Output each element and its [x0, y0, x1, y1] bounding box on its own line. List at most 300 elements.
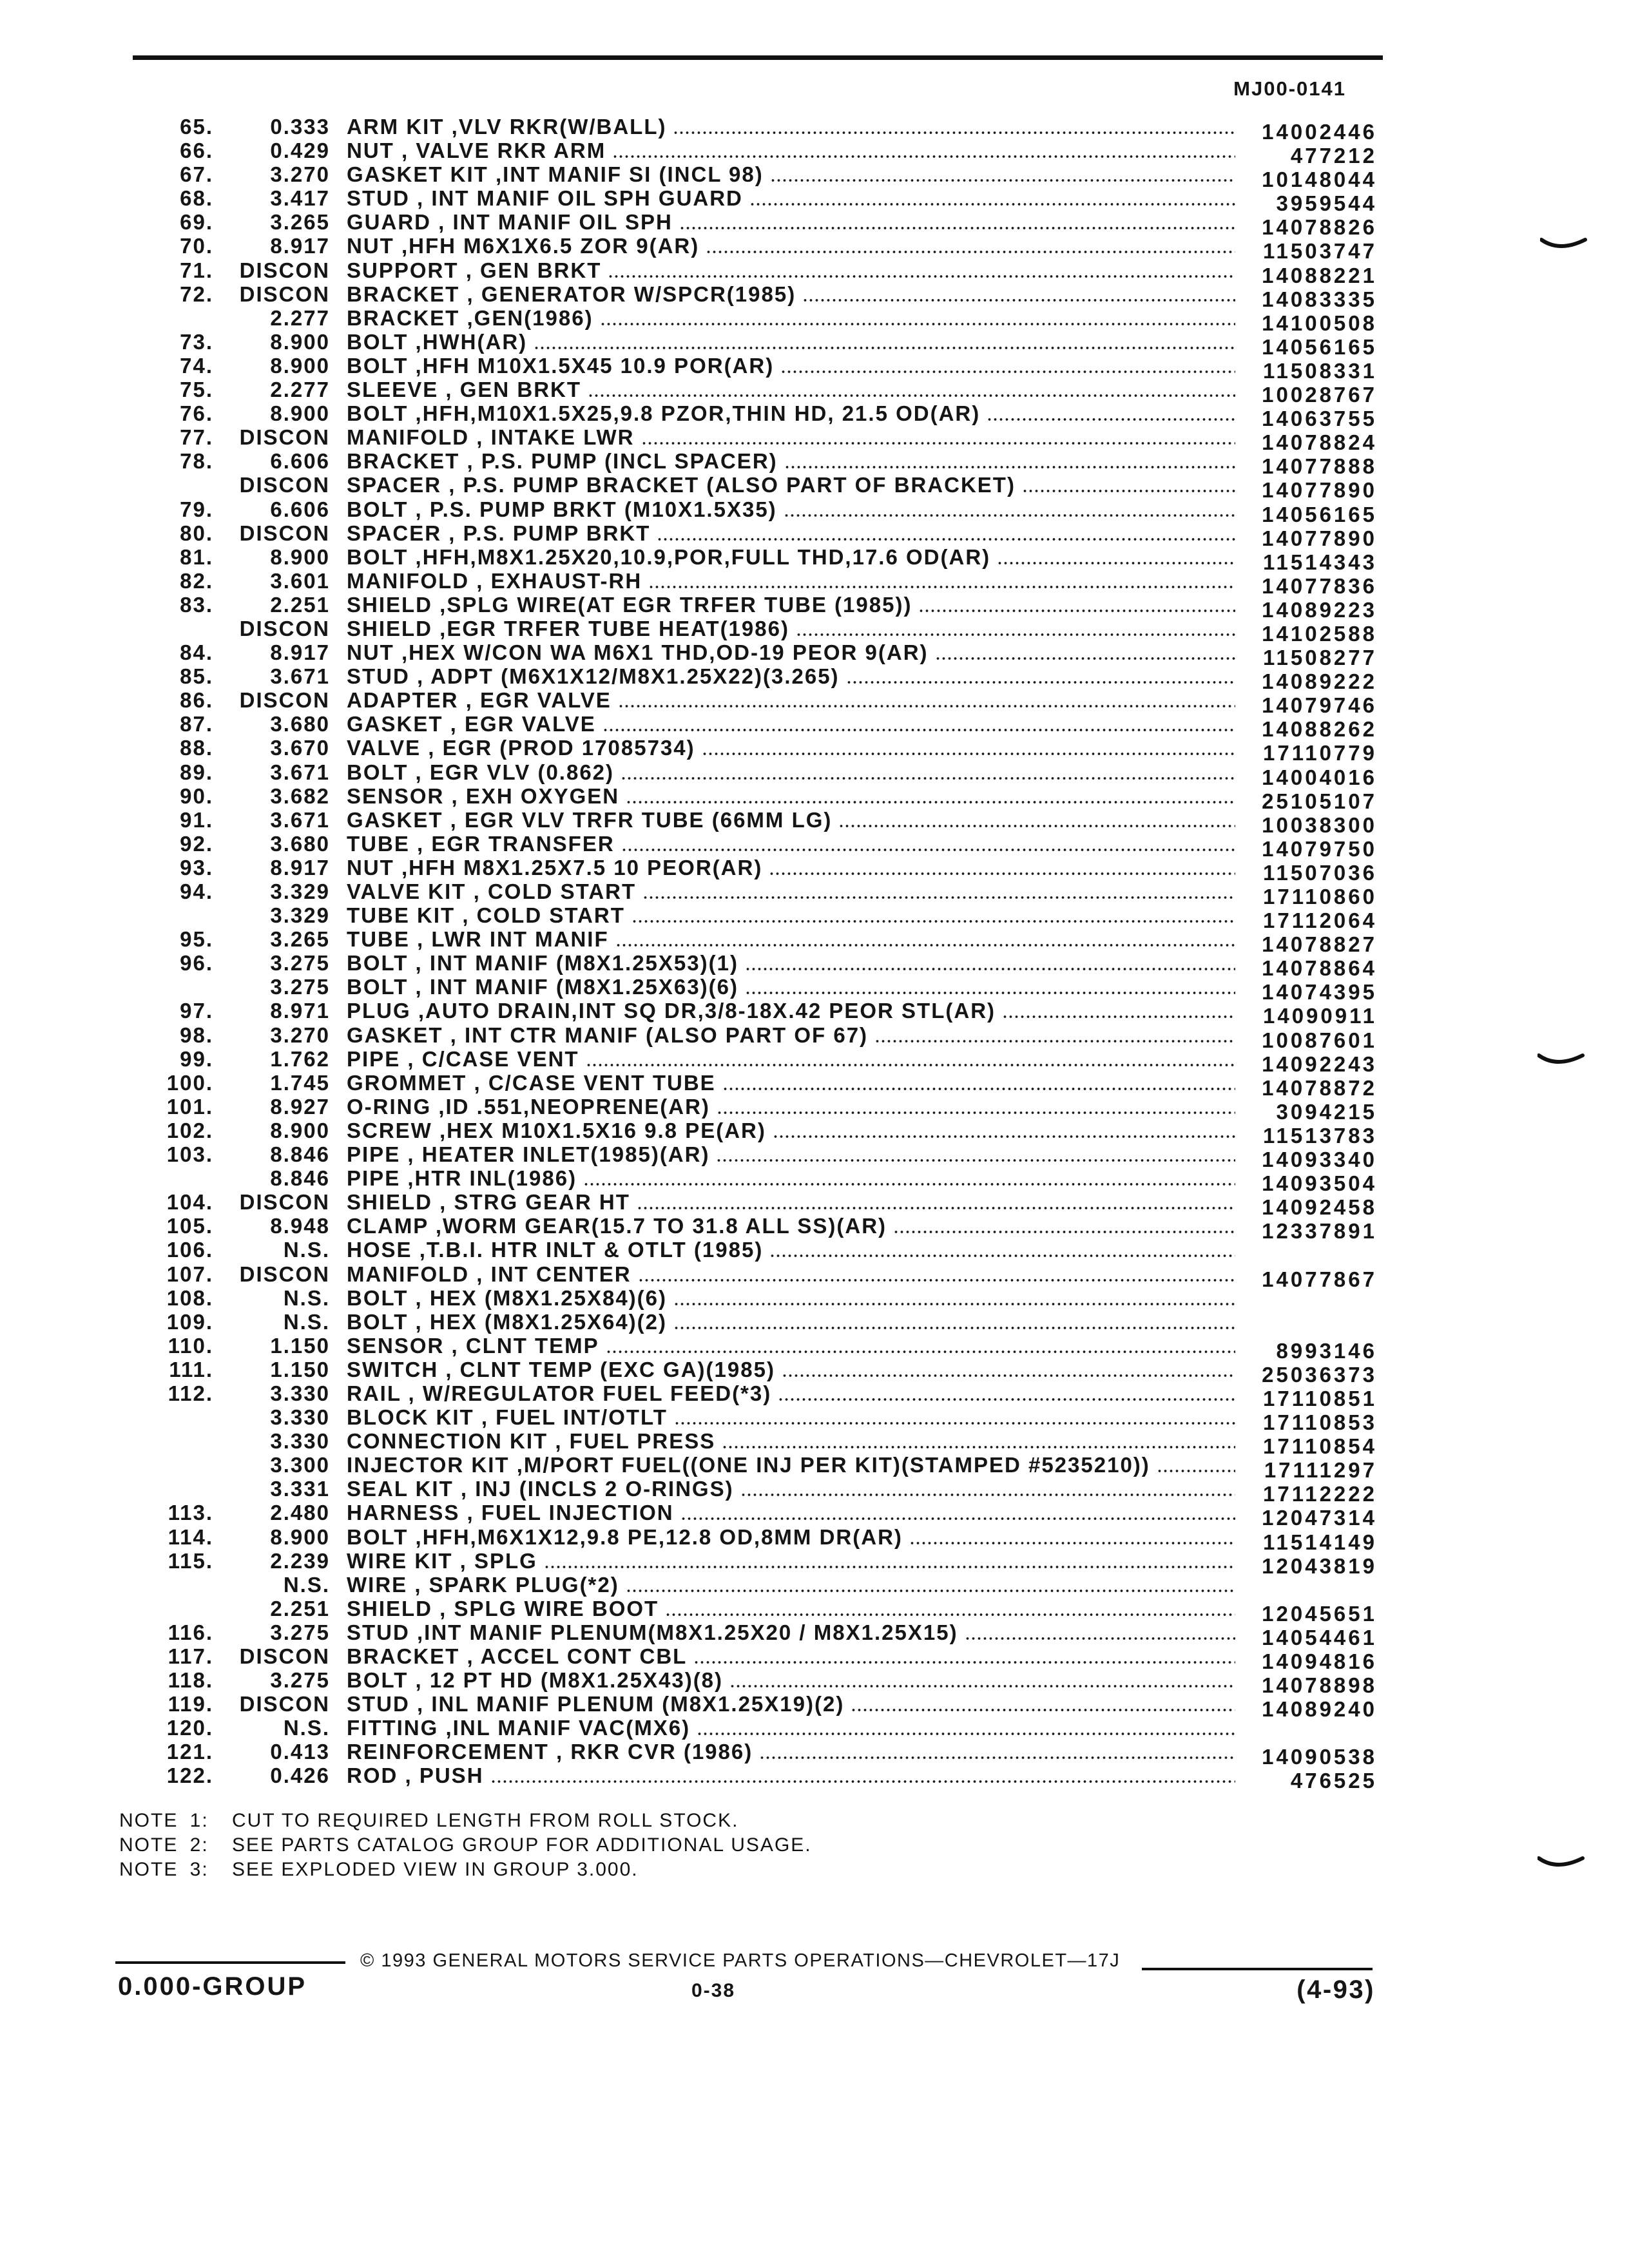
- parts-row: [0, 497, 1629, 526]
- group-number: 8.948: [270, 1214, 330, 1238]
- part-description: HARNESS , FUEL INJECTION: [347, 1501, 674, 1525]
- part-number: 10087601: [1262, 1028, 1377, 1052]
- group-number: DISCON: [239, 688, 330, 713]
- page-number: 0-38: [691, 1980, 736, 2001]
- dot-leader: [893, 1214, 1235, 1238]
- dot-leader: [693, 1644, 1235, 1668]
- group-number: 3.330: [270, 1381, 330, 1405]
- description-cell: [347, 497, 1235, 521]
- parts-row: [0, 1070, 1629, 1100]
- item-number: 78.: [180, 449, 213, 474]
- group-number: 6.606: [270, 449, 330, 474]
- group-number: N.S.: [283, 1309, 330, 1334]
- copyright-line: © 1993 GENERAL MOTORS SERVICE PARTS OPERATIONS—CHEVROLET—17J: [360, 1950, 1121, 1971]
- dot-leader: [846, 664, 1235, 688]
- group-number: 2.277: [270, 378, 330, 402]
- description-cell: [347, 1573, 1235, 1597]
- dot-leader: [796, 617, 1235, 640]
- part-number: 11508331: [1262, 358, 1377, 383]
- dot-leader: [759, 1740, 1235, 1763]
- item-number: 106.: [166, 1238, 213, 1262]
- dot-leader: [740, 1477, 1235, 1501]
- item-number: 65.: [180, 115, 213, 139]
- footer-rule-left: [115, 1961, 345, 1964]
- part-number: 11514149: [1262, 1530, 1377, 1554]
- dot-leader: [874, 1023, 1235, 1047]
- part-description: BRACKET , ACCEL CONT CBL: [347, 1644, 688, 1668]
- group-number: 3.300: [270, 1453, 330, 1477]
- note-text: SEE EXPLODED VIEW IN GROUP 3.000.: [232, 1859, 639, 1880]
- part-description: SUPPORT , GEN BRKT: [347, 258, 602, 282]
- parts-row: [0, 855, 1629, 885]
- item-number: 103.: [166, 1142, 213, 1167]
- group-number: 3.671: [270, 760, 330, 784]
- item-number: 118.: [168, 1668, 213, 1693]
- part-description: BOLT , INT MANIF (M8X1.25X53)(1): [347, 951, 738, 975]
- group-number: DISCON: [239, 616, 330, 640]
- part-number: 14002446: [1262, 120, 1377, 144]
- part-number: 14078824: [1262, 430, 1377, 455]
- dot-leader: [637, 1190, 1235, 1214]
- dot-leader: [773, 1119, 1235, 1142]
- description-cell: [347, 115, 1235, 139]
- part-description: SHIELD ,SPLG WIRE(AT EGR TRFER TUBE (1985)): [347, 592, 912, 617]
- description-cell: [347, 1597, 1235, 1620]
- item-number: 79.: [180, 497, 213, 521]
- description-cell: [347, 1286, 1235, 1310]
- dot-leader: [987, 401, 1235, 425]
- description-cell: [347, 808, 1235, 832]
- parts-row: [0, 1094, 1629, 1124]
- part-number: 476525: [1290, 1769, 1377, 1793]
- description-cell: [347, 1310, 1235, 1334]
- dot-leader: [935, 640, 1235, 664]
- parts-row: [0, 329, 1629, 359]
- parts-row: [0, 282, 1629, 311]
- parts-row: [0, 353, 1629, 383]
- parts-row: [0, 1381, 1629, 1410]
- description-cell: [347, 1692, 1235, 1716]
- group-number: 8.917: [270, 234, 330, 258]
- parts-row: [0, 1596, 1629, 1626]
- parts-row: [0, 1405, 1629, 1435]
- parts-row: [0, 736, 1629, 765]
- parts-row: [0, 760, 1629, 789]
- description-cell: [347, 1119, 1235, 1142]
- item-number: 75.: [180, 378, 213, 402]
- part-description: PLUG ,AUTO DRAIN,INT SQ DR,3/8-18X.42 PEOR STL(AR): [347, 999, 996, 1023]
- part-description: NUT ,HEX W/CON WA M6X1 THD,OD-19 PEOR 9(AR): [347, 640, 929, 665]
- description-cell: [347, 1166, 1235, 1190]
- group-number: DISCON: [239, 1262, 330, 1286]
- item-number: 81.: [180, 544, 213, 569]
- part-description: INJECTOR KIT ,M/PORT FUEL((ONE INJ PER KIT)(STAMPED #5235210)): [347, 1453, 1150, 1477]
- part-number: 14090538: [1262, 1745, 1377, 1769]
- parts-row: [0, 258, 1629, 287]
- dot-leader: [697, 1716, 1235, 1740]
- description-cell: [347, 617, 1235, 640]
- item-number: 68.: [180, 186, 213, 211]
- part-number: 12337891: [1262, 1219, 1377, 1244]
- group-number: 8.900: [270, 1118, 330, 1142]
- group-number: 3.680: [270, 712, 330, 736]
- dot-leader: [784, 497, 1235, 521]
- group-number: 3.330: [270, 1405, 330, 1430]
- dot-leader: [716, 1142, 1235, 1166]
- part-description: ADAPTER , EGR VALVE: [347, 688, 612, 713]
- item-number: 97.: [180, 999, 213, 1023]
- group-number: 8.917: [270, 855, 330, 879]
- description-cell: [347, 258, 1235, 282]
- part-description: SHIELD , STRG GEAR HT: [347, 1190, 630, 1215]
- part-number: 14077888: [1262, 454, 1377, 479]
- dot-leader: [648, 569, 1235, 593]
- item-number: 113.: [168, 1501, 213, 1525]
- parts-row: [0, 1453, 1629, 1483]
- description-cell: [347, 784, 1235, 808]
- part-description: SLEEVE , GEN BRKT: [347, 378, 582, 402]
- parts-row: [0, 1644, 1629, 1673]
- group-number: DISCON: [239, 473, 330, 497]
- part-number: 14077867: [1262, 1267, 1377, 1291]
- group-number: 6.606: [270, 497, 330, 521]
- parts-row: [0, 568, 1629, 598]
- dot-leader: [722, 1429, 1235, 1453]
- item-number: 71.: [180, 258, 213, 282]
- item-number: 72.: [180, 282, 213, 306]
- part-number: 14089240: [1262, 1697, 1377, 1722]
- description-cell: [347, 736, 1235, 760]
- item-number: 87.: [180, 712, 213, 736]
- part-number: 17110860: [1262, 885, 1377, 908]
- group-number: 3.265: [270, 210, 330, 235]
- group-number: DISCON: [239, 1190, 330, 1215]
- dot-leader: [769, 1238, 1235, 1262]
- part-description: NUT , VALVE RKR ARM: [347, 139, 606, 163]
- dot-leader: [706, 234, 1235, 258]
- group-number: 3.329: [270, 903, 330, 928]
- group-number: 8.846: [270, 1166, 330, 1191]
- part-number: 12045651: [1262, 1601, 1377, 1626]
- group-number: 2.251: [270, 1596, 330, 1620]
- description-cell: [347, 688, 1235, 712]
- dot-leader: [729, 1668, 1235, 1692]
- part-description: SEAL KIT , INJ (INCLS 2 O-RINGS): [347, 1477, 734, 1501]
- part-description: PIPE , C/CASE VENT: [347, 1046, 579, 1071]
- dot-leader: [657, 521, 1235, 545]
- part-number: 14074395: [1262, 980, 1377, 1004]
- parts-row: [0, 378, 1629, 407]
- parts-row: [0, 1310, 1629, 1334]
- item-number: 91.: [180, 807, 213, 832]
- dot-leader: [778, 1381, 1235, 1405]
- parts-row: [0, 1477, 1629, 1506]
- part-number: 14093504: [1262, 1171, 1377, 1196]
- item-number: 116.: [168, 1620, 213, 1644]
- item-number: 117.: [168, 1644, 213, 1668]
- group-number: 8.971: [270, 999, 330, 1023]
- part-description: FITTING ,INL MANIF VAC(MX6): [347, 1716, 691, 1740]
- description-cell: [347, 210, 1235, 234]
- dot-leader: [586, 1047, 1235, 1071]
- part-number: 14088262: [1262, 717, 1377, 742]
- parts-row: [0, 616, 1629, 646]
- dot-leader: [642, 879, 1235, 903]
- group-number: 3.275: [270, 1620, 330, 1644]
- group-number: 8.900: [270, 401, 330, 426]
- dot-leader: [770, 162, 1235, 186]
- part-number: 14078872: [1262, 1075, 1377, 1100]
- part-number: 17111297: [1264, 1458, 1377, 1483]
- dot-leader: [602, 712, 1235, 736]
- part-description: STUD , INT MANIF OIL SPH GUARD: [347, 186, 743, 211]
- part-description: TUBE KIT , COLD START: [347, 903, 625, 928]
- dot-leader: [784, 449, 1235, 473]
- group-number: 3.329: [270, 879, 330, 903]
- part-description: BOLT , HEX (M8X1.25X64)(2): [347, 1309, 668, 1334]
- parts-row: [0, 1716, 1629, 1740]
- parts-row: [0, 1286, 1629, 1310]
- description-cell: [347, 1405, 1235, 1429]
- parts-row: [0, 903, 1629, 933]
- part-description: PIPE ,HTR INL(1986): [347, 1166, 577, 1191]
- group-number: 3.270: [270, 1023, 330, 1047]
- dot-leader: [782, 1358, 1235, 1381]
- dot-leader: [851, 1692, 1235, 1716]
- dot-leader: [780, 354, 1235, 378]
- part-number: 14077890: [1262, 478, 1377, 503]
- group-number: 8.900: [270, 544, 330, 569]
- dot-leader: [621, 760, 1235, 784]
- part-description: BOLT , 12 PT HD (M8X1.25X43)(8): [347, 1668, 724, 1693]
- parts-row: [0, 162, 1629, 192]
- part-number: 10038300: [1262, 812, 1377, 837]
- parts-row: [0, 1046, 1629, 1076]
- group-number: 0.429: [270, 139, 330, 163]
- parts-row: [0, 1166, 1629, 1196]
- description-cell: [347, 1501, 1235, 1524]
- item-number: 77.: [180, 425, 213, 450]
- dot-leader: [769, 856, 1235, 879]
- part-number: 14094816: [1262, 1649, 1377, 1673]
- parts-list: [0, 115, 1629, 1793]
- part-description: GASKET , INT CTR MANIF (ALSO PART OF 67): [347, 1023, 869, 1047]
- parts-row: [0, 664, 1629, 694]
- dot-leader: [626, 1573, 1235, 1597]
- part-description: VALVE KIT , COLD START: [347, 879, 637, 903]
- document-code: MJ00-0141: [1233, 77, 1346, 100]
- part-number: 8993146: [1276, 1338, 1377, 1363]
- group-number: 3.601: [270, 568, 330, 593]
- part-number: 17110851: [1262, 1386, 1377, 1410]
- item-number: 69.: [180, 210, 213, 235]
- part-description: SPACER , P.S. PUMP BRKT: [347, 521, 651, 545]
- group-number: 3.275: [270, 1668, 330, 1693]
- part-description: SENSOR , CLNT TEMP: [347, 1333, 599, 1358]
- parts-row: [0, 186, 1629, 216]
- part-number: 14078898: [1262, 1673, 1377, 1698]
- note-label: NOTE 2:: [119, 1834, 209, 1856]
- part-description: GROMMET , C/CASE VENT TUBE: [347, 1070, 716, 1095]
- part-description: BRACKET , GENERATOR W/SPCR(1985): [347, 282, 796, 306]
- description-cell: [347, 927, 1235, 951]
- group-number: DISCON: [239, 282, 330, 306]
- item-number: 80.: [180, 521, 213, 545]
- part-description: GUARD , INT MANIF OIL SPH: [347, 210, 673, 235]
- part-number: 3959544: [1276, 191, 1377, 216]
- parts-row: [0, 927, 1629, 957]
- group-number: 1.150: [270, 1357, 330, 1381]
- description-cell: [347, 1214, 1235, 1238]
- item-number: 94.: [180, 879, 213, 903]
- item-number: 112.: [168, 1381, 213, 1405]
- part-number: 25036373: [1262, 1362, 1377, 1387]
- dot-leader: [673, 1286, 1235, 1310]
- dot-leader: [702, 736, 1235, 760]
- dot-leader: [1022, 473, 1235, 497]
- part-description: TUBE , EGR TRANSFER: [347, 831, 615, 856]
- group-number: 8.917: [270, 640, 330, 665]
- dot-leader: [588, 378, 1235, 401]
- description-cell: [347, 401, 1235, 425]
- part-description: BOLT , INT MANIF (M8X1.25X63)(6): [347, 975, 738, 999]
- part-number: 477212: [1290, 144, 1377, 168]
- dot-leader: [802, 282, 1235, 306]
- part-description: SHIELD , SPLG WIRE BOOT: [347, 1596, 659, 1620]
- description-cell: [347, 1095, 1235, 1119]
- group-number: 3.270: [270, 162, 330, 187]
- part-description: BOLT ,HFH M10X1.5X45 10.9 POR(AR): [347, 353, 775, 378]
- part-number: 14078827: [1262, 932, 1377, 957]
- item-number: 95.: [180, 927, 213, 952]
- part-description: BOLT ,HFH,M6X1X12,9.8 PE,12.8 OD,8MM DR(AR): [347, 1524, 903, 1549]
- group-number: 2.480: [270, 1501, 330, 1525]
- part-number: 17112064: [1262, 908, 1377, 933]
- group-number: N.S.: [283, 1572, 330, 1597]
- part-number: 14079750: [1262, 836, 1377, 861]
- part-description: REINFORCEMENT , RKR CVR (1986): [347, 1740, 753, 1764]
- dot-leader: [679, 210, 1235, 234]
- part-number: 11514343: [1262, 550, 1377, 574]
- parts-row: [0, 473, 1629, 503]
- parts-row: [0, 1740, 1629, 1769]
- part-number: 14093340: [1262, 1148, 1377, 1172]
- description-cell: [347, 1190, 1235, 1214]
- part-description: NUT ,HFH M6X1X6.5 ZOR 9(AR): [347, 234, 700, 258]
- group-number: 3.265: [270, 927, 330, 952]
- item-number: 111.: [169, 1357, 213, 1381]
- dot-leader: [638, 1262, 1235, 1286]
- part-number: 11503747: [1262, 239, 1377, 264]
- description-cell: [347, 449, 1235, 473]
- parts-row: [0, 1333, 1629, 1363]
- parts-row: [0, 544, 1629, 574]
- part-number: 14078864: [1262, 956, 1377, 981]
- note-text: CUT TO REQUIRED LENGTH FROM ROLL STOCK.: [232, 1810, 739, 1831]
- part-description: HOSE ,T.B.I. HTR INLT & OTLT (1985): [347, 1238, 764, 1262]
- parts-row: [0, 1190, 1629, 1220]
- description-cell: [347, 1358, 1235, 1381]
- group-number: 1.762: [270, 1046, 330, 1071]
- description-cell: [347, 1644, 1235, 1668]
- parts-row: [0, 1573, 1629, 1597]
- description-cell: [347, 378, 1235, 401]
- part-description: SWITCH , CLNT TEMP (EXC GA)(1985): [347, 1357, 775, 1381]
- description-cell: [347, 975, 1235, 999]
- part-number: 14077890: [1262, 526, 1377, 550]
- group-number: 8.900: [270, 353, 330, 378]
- group-number: DISCON: [239, 1692, 330, 1716]
- top-rule: [133, 55, 1383, 60]
- group-number: 3.671: [270, 664, 330, 689]
- item-number: 88.: [180, 736, 213, 760]
- description-cell: [347, 1477, 1235, 1501]
- parts-row: [0, 234, 1629, 264]
- parts-row: [0, 807, 1629, 837]
- parts-row: [0, 1524, 1629, 1554]
- group-number: DISCON: [239, 425, 330, 450]
- part-description: BOLT ,HFH,M8X1.25X20,10.9,POR,FULL THD,17.6 OD(AR): [347, 544, 991, 569]
- part-number: 14054461: [1262, 1625, 1377, 1649]
- note-text: SEE PARTS CATALOG GROUP FOR ADDITIONAL USAGE.: [232, 1834, 812, 1856]
- parts-row: [0, 783, 1629, 813]
- dot-leader: [745, 975, 1235, 999]
- item-number: 66.: [180, 139, 213, 163]
- group-number: 3.275: [270, 951, 330, 975]
- part-description: MANIFOLD , EXHAUST-RH: [347, 568, 642, 593]
- dot-leader: [965, 1620, 1235, 1644]
- dot-leader: [608, 258, 1235, 282]
- group-number: 1.745: [270, 1070, 330, 1095]
- item-number: 100.: [166, 1070, 213, 1095]
- item-number: 74.: [180, 353, 213, 378]
- description-cell: [347, 569, 1235, 593]
- dot-leader: [615, 927, 1235, 951]
- part-description: STUD ,INT MANIF PLENUM(M8X1.25X20 / M8X1.25X15): [347, 1620, 958, 1644]
- part-description: CONNECTION KIT , FUEL PRESS: [347, 1429, 716, 1454]
- dot-leader: [618, 688, 1235, 712]
- description-cell: [347, 1262, 1235, 1286]
- part-number: 17112222: [1262, 1482, 1377, 1506]
- group-number: 0.413: [270, 1740, 330, 1764]
- part-number: 14089222: [1262, 669, 1377, 694]
- description-cell: [347, 1071, 1235, 1095]
- description-cell: [347, 1716, 1235, 1740]
- description-cell: [347, 521, 1235, 545]
- parts-row: [0, 1357, 1629, 1387]
- part-number: 14004016: [1262, 765, 1377, 789]
- dot-leader: [997, 545, 1235, 569]
- parts-row: [0, 1501, 1629, 1530]
- item-number: 107.: [166, 1262, 213, 1286]
- dot-leader: [626, 784, 1235, 808]
- group-number: DISCON: [239, 1644, 330, 1668]
- dot-leader: [918, 593, 1235, 617]
- revision-date: (4-93): [1296, 1975, 1375, 2004]
- group-number: 8.846: [270, 1142, 330, 1167]
- parts-row: [0, 951, 1629, 981]
- parts-row: [0, 1142, 1629, 1172]
- part-description: ROD , PUSH: [347, 1763, 484, 1788]
- item-number: 84.: [180, 640, 213, 665]
- item-number: 99.: [180, 1046, 213, 1071]
- dot-leader: [674, 1405, 1235, 1429]
- description-cell: [347, 664, 1235, 688]
- part-description: BLOCK KIT , FUEL INT/OTLT: [347, 1405, 668, 1430]
- part-number: 10148044: [1262, 168, 1377, 192]
- dot-leader: [583, 1166, 1235, 1190]
- dot-leader: [534, 330, 1235, 354]
